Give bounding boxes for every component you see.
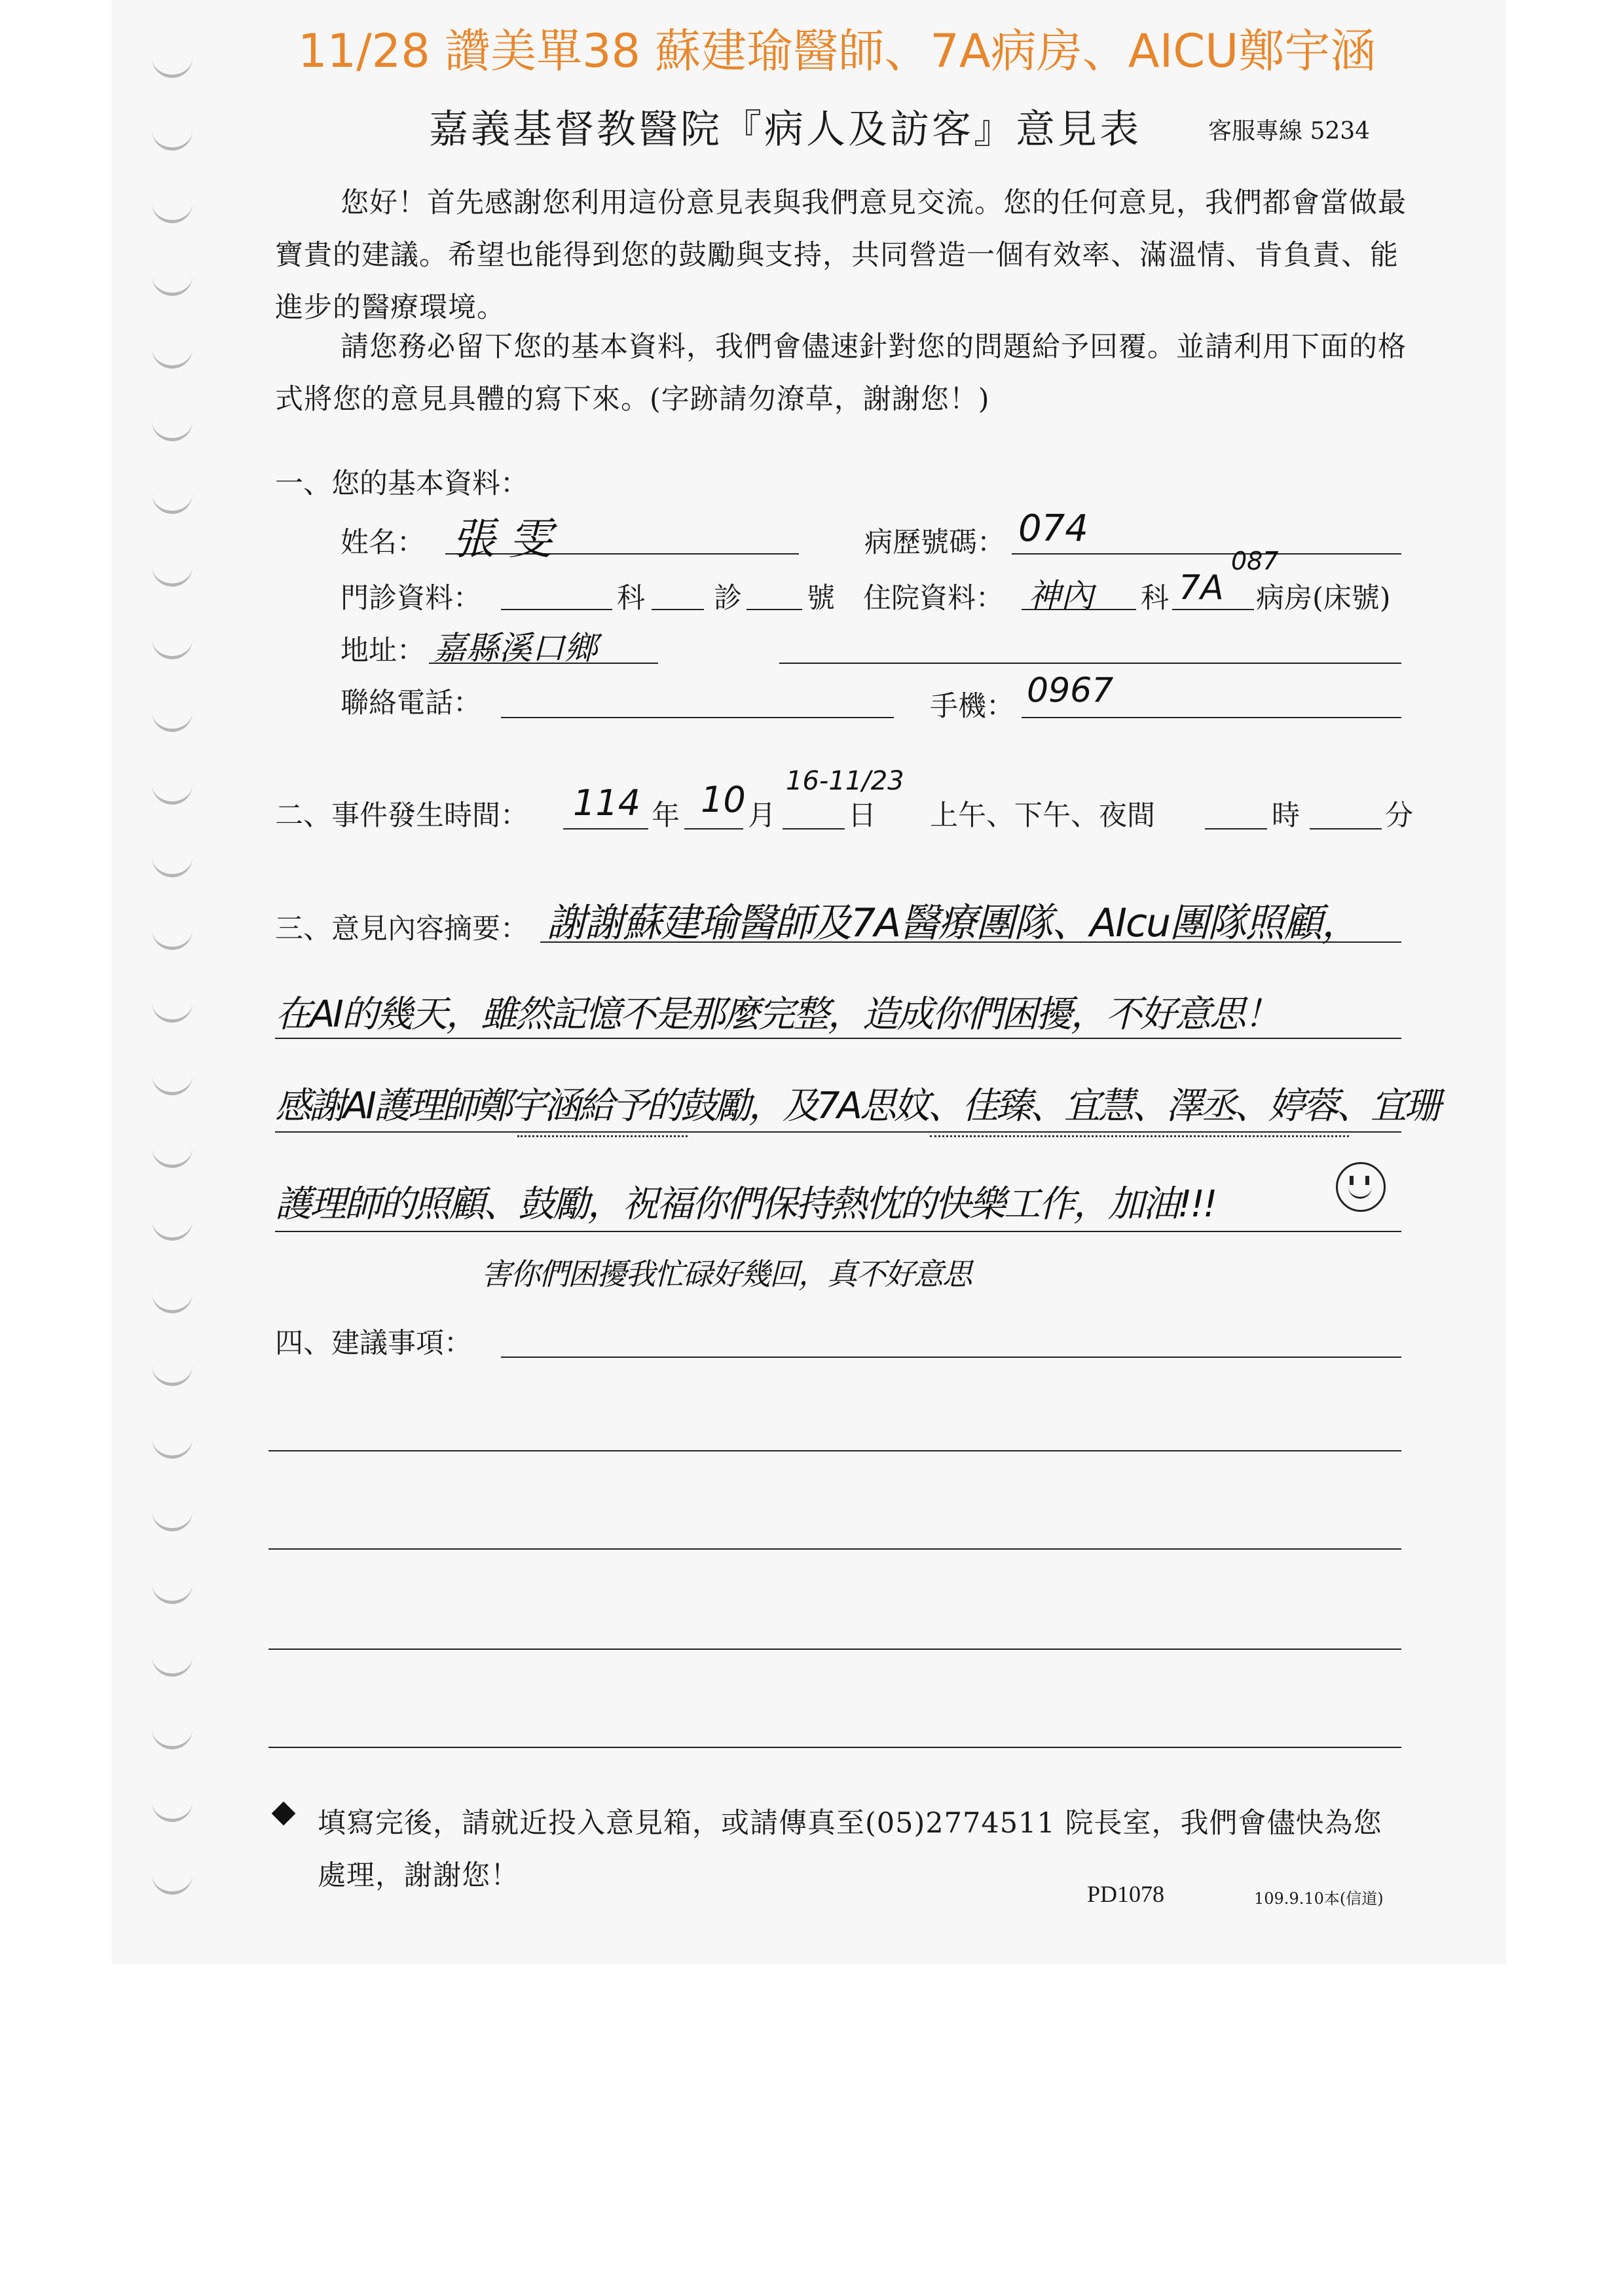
- period-options: 上午、下午、夜間: [930, 799, 1155, 832]
- record-line: [1012, 553, 1401, 555]
- mobile-value: 0967: [1027, 671, 1114, 710]
- opinion-line-2: [275, 1038, 1401, 1039]
- phone-label: 聯絡電話：: [341, 687, 481, 720]
- bed-value: 087: [1231, 547, 1279, 575]
- opinion-text-1: 謝謝蘇建瑜醫師及7A醫療團隊、AIcu團隊照顧，: [547, 900, 1359, 946]
- opinion-text-2: 在AI的幾天，雖然記憶不是那麼完整，造成你們困擾，不好意思！: [275, 993, 1279, 1036]
- name-value: 張 雯: [452, 514, 552, 564]
- ward-value: 7A: [1179, 568, 1224, 608]
- ward-line: [1172, 609, 1254, 610]
- clinic-label: 門診資料：: [341, 582, 481, 615]
- mobile-label: 手機：: [930, 690, 1014, 723]
- opinion-line-4: [275, 1231, 1401, 1232]
- hour-line: [1205, 828, 1267, 829]
- phone-line: [501, 717, 894, 718]
- day-line: [783, 828, 845, 829]
- clinic-no-line: [747, 609, 802, 610]
- clinic-zhen-line: [652, 609, 704, 610]
- year-value: 114: [573, 782, 641, 824]
- intro-paragraph-2: [275, 321, 1414, 426]
- suggestion-line-3: [268, 1548, 1401, 1550]
- opinion-text-4: 護理師的照顧、鼓勵，祝福你們保持熱忱的快樂工作，加油!!!: [275, 1183, 1216, 1226]
- address-label: 地址：: [341, 634, 425, 667]
- year-line: [563, 828, 648, 829]
- record-value: 074: [1018, 507, 1088, 550]
- month-label: 月: [748, 799, 776, 832]
- month-value: 10: [701, 779, 746, 820]
- praise-banner: 11/28 讚美單38 蘇建瑜醫師、7A病房、AICU鄭宇涵: [298, 24, 1376, 78]
- record-label: 病歷號碼：: [864, 526, 1005, 559]
- address-line-2: [779, 663, 1401, 664]
- underline-mark-2: [930, 1126, 1349, 1137]
- address-value: 嘉縣溪口鄉: [434, 629, 597, 667]
- inpatient-dept-value: 神內: [1028, 577, 1094, 615]
- opinion-text-3: 感謝AI護理師鄭宇涵給予的鼓勵，及7A思妏、佳臻、宜慧、澤丞、婷蓉、宜珊: [275, 1085, 1439, 1127]
- suggestion-line-5: [268, 1747, 1401, 1748]
- section-opinion: 三、意見內容摘要：: [275, 913, 528, 945]
- minute-label: 分: [1385, 799, 1413, 832]
- minute-line: [1310, 828, 1382, 829]
- hour-label: 時: [1272, 799, 1300, 832]
- suggestion-line-1: [501, 1357, 1401, 1358]
- intro-text-1: 您好！首先感謝您利用這份意見表與我們意見交流。您的任何意見，我們都會當做最寶貴的建議。希望也能得到您的鼓勵與支持，共同營造一個有效率、滿溫情、肯負責、能進步的醫療環境。: [275, 187, 1407, 324]
- underline-mark-1: [517, 1126, 688, 1137]
- ward-bed-label: 病房(床號): [1256, 582, 1391, 615]
- form-version: 109.9.10本(信道): [1254, 1889, 1384, 1908]
- section-basic-info: 一、您的基本資料：: [275, 467, 528, 500]
- service-hotline: 客服專線 5234: [1208, 118, 1371, 145]
- form-code: PD1078: [1087, 1881, 1165, 1907]
- year-label: 年: [652, 799, 680, 832]
- days-value: 16-11/23: [786, 766, 904, 796]
- clinic-hao: 號: [807, 582, 835, 615]
- day-label: 日: [848, 799, 876, 832]
- month-line: [684, 828, 743, 829]
- intro-paragraph-1: [275, 177, 1414, 334]
- mobile-line: [1022, 717, 1401, 718]
- suggestion-line-2: [268, 1450, 1401, 1451]
- form-title: 嘉義基督教醫院『病人及訪客』意見表: [429, 107, 1141, 153]
- suggestion-line-4: [268, 1649, 1401, 1650]
- inpatient-ke: 科: [1141, 582, 1169, 615]
- clinic-dept-line: [501, 609, 612, 610]
- inserted-note: 害你們困擾我忙碌好幾回，真不好意思: [481, 1256, 971, 1292]
- section-suggestion: 四、建議事項：: [275, 1327, 472, 1360]
- name-label: 姓名：: [341, 526, 425, 559]
- smiley-icon: [1336, 1162, 1386, 1212]
- intro-text-2: 請您務必留下您的基本資料，我們會儘速針對您的問題給予回覆。並請利用下面的格式將您的意見具體的寫下來。(字跡請勿潦草，謝謝您！): [275, 331, 1407, 416]
- section-event-time: 二、事件發生時間：: [275, 799, 528, 832]
- clinic-ke: 科: [617, 582, 645, 615]
- footer-note: 填寫完後，請就近投入意見箱，或請傳真至(05)2774511 院長室，我們會儘快為您處理，謝謝您！: [318, 1807, 1382, 1892]
- inpatient-label: 住院資料：: [863, 582, 1004, 615]
- clinic-zhen: 診: [714, 582, 742, 615]
